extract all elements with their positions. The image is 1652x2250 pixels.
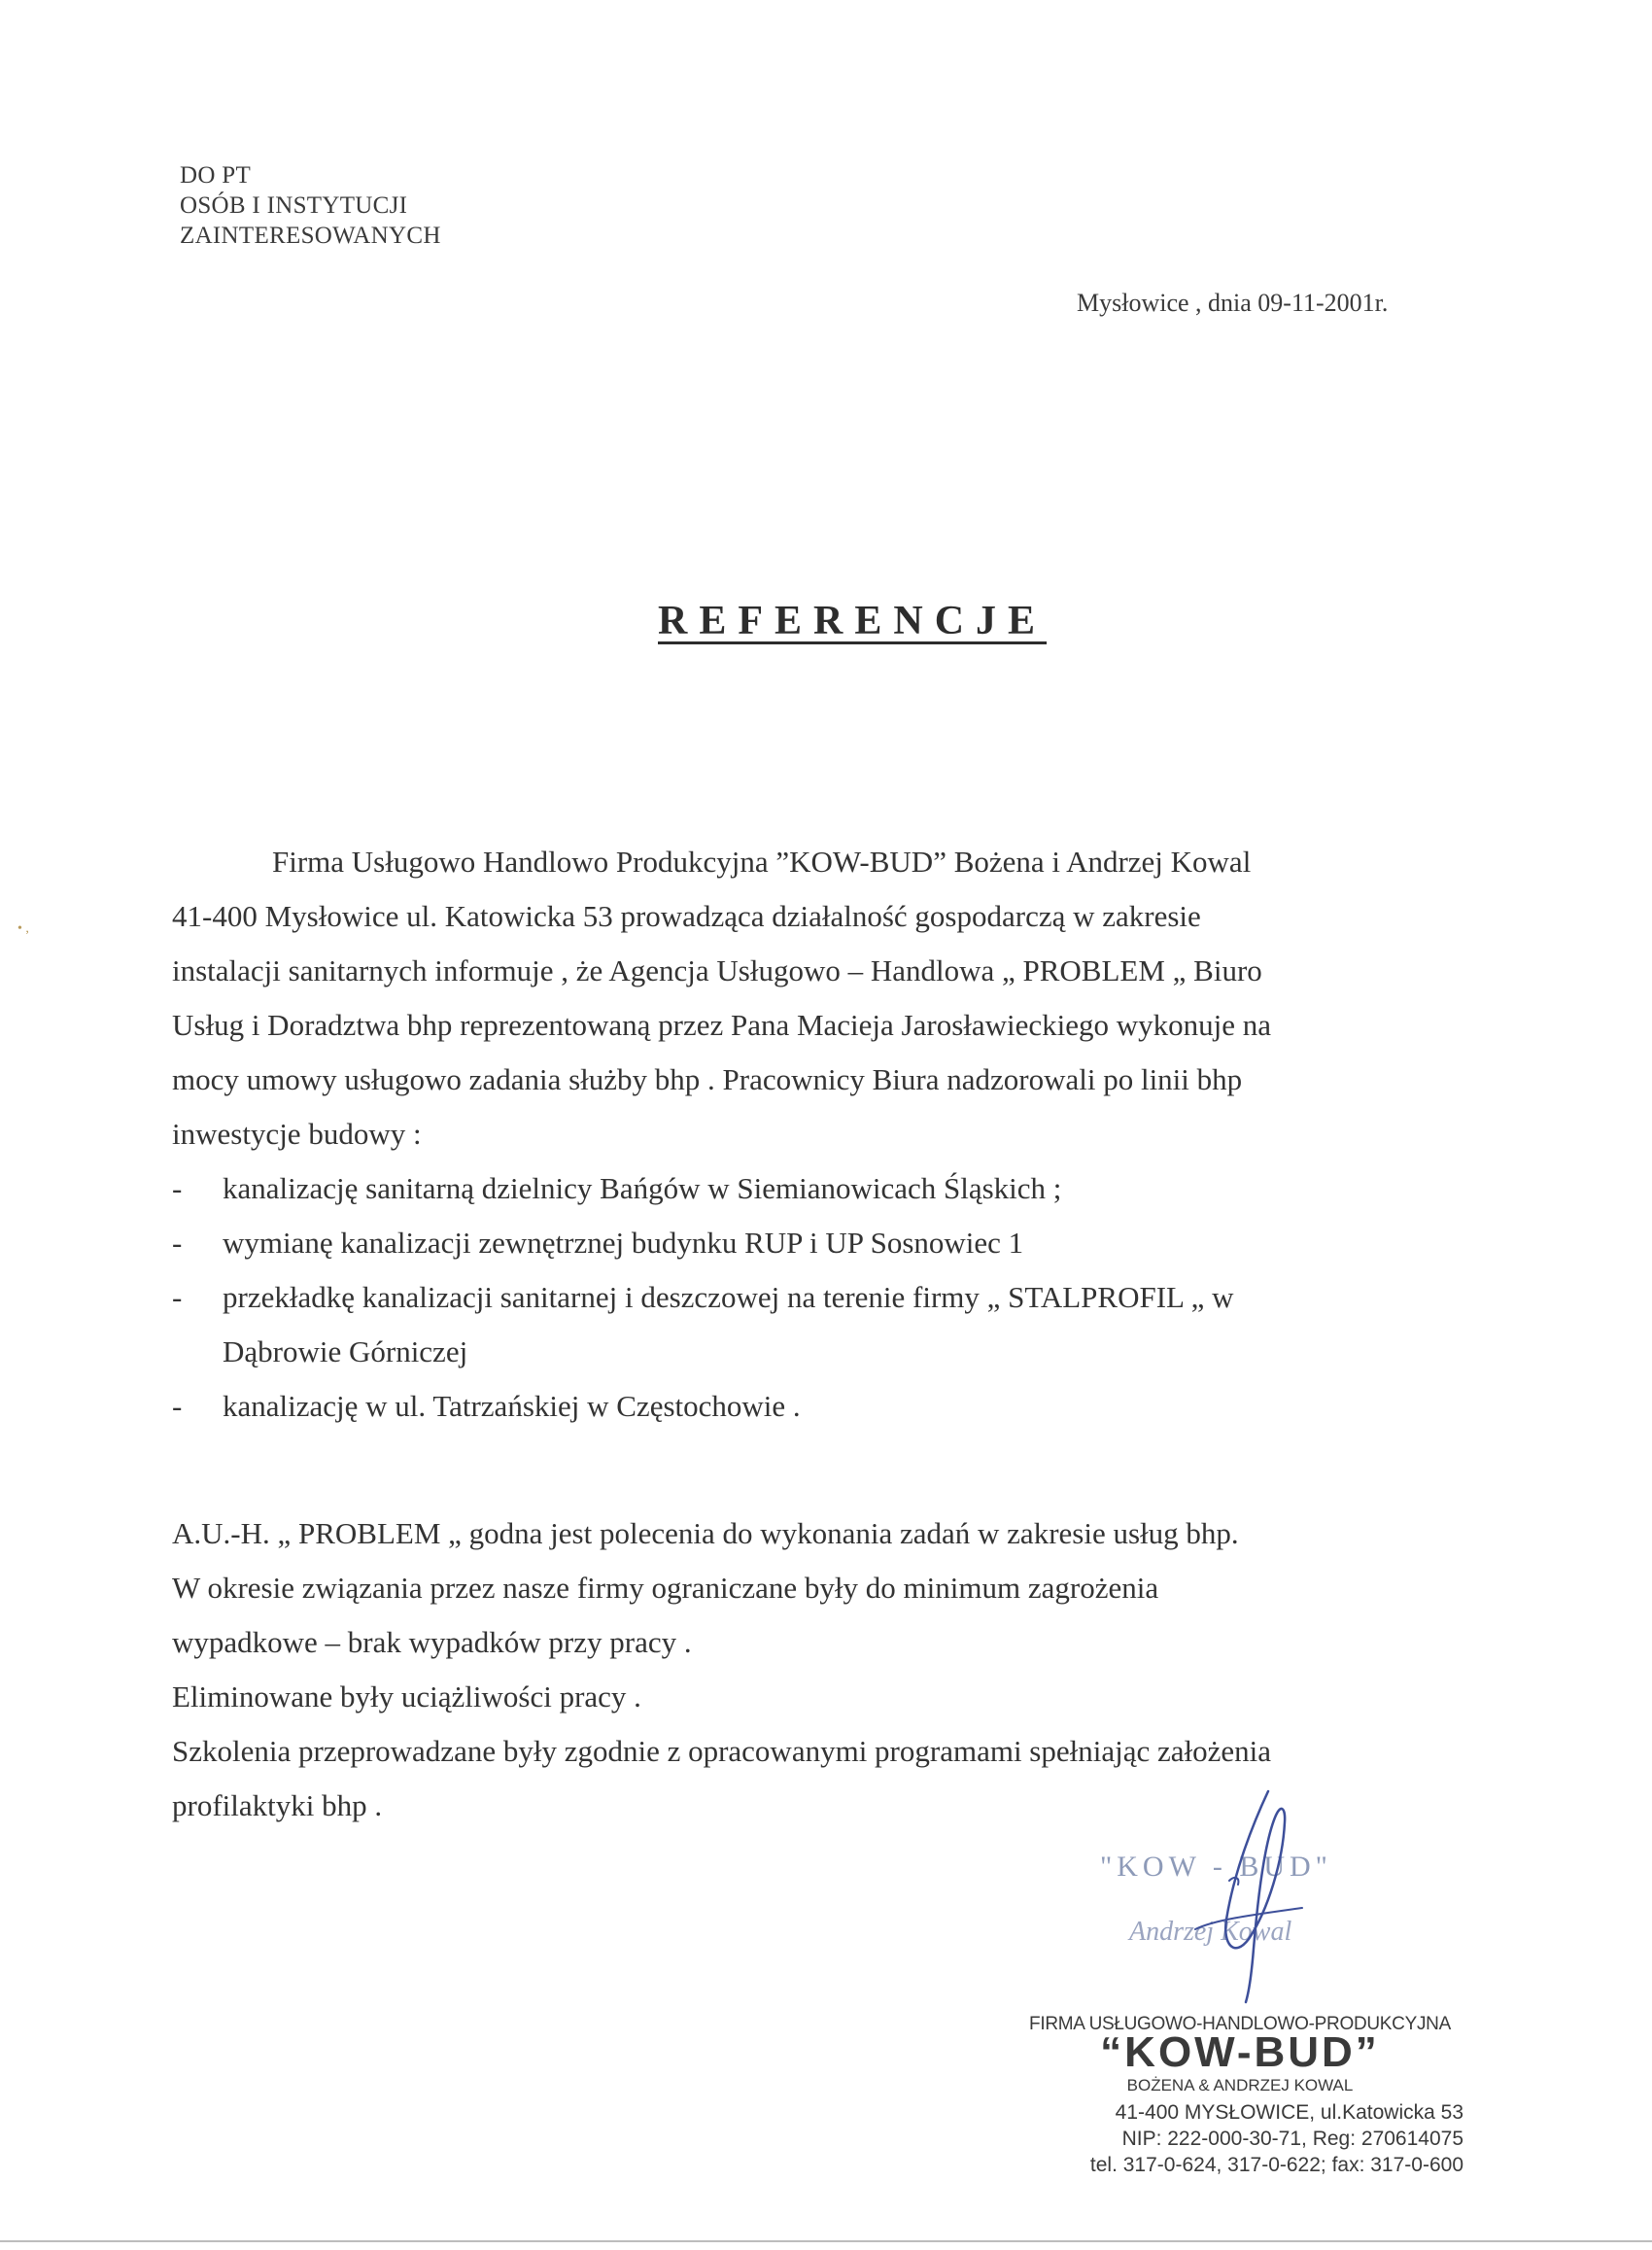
list-item: wymianę kanalizacji zewnętrznej budynku RUP i UP Sosnowiec 1	[223, 1226, 1024, 1260]
list-item: kanalizację sanitarną dzielnicy Bańgów w Siemianowicach Śląskich ;	[223, 1171, 1062, 1205]
company-stamp-owners: BOŻENA & ANDRZEJ KOWAL	[1126, 2076, 1354, 2094]
name-stamp-person: Andrzej Kowal	[1129, 1917, 1292, 1947]
bullet-marker: -	[172, 1171, 183, 1205]
body-line: Usług i Doradztwa bhp reprezentowaną przez Pana Macieja Jarosławieckiego wykonuje na	[172, 1008, 1272, 1042]
body-line: A.U.-H. „ PROBLEM „ godna jest polecenia do wykonania zadań w zakresie usług bhp.	[172, 1516, 1239, 1550]
addressee-line: ZAINTERESOWANYCH	[180, 223, 441, 249]
list-item: przekładkę kanalizacji sanitarnej i deszczowej na terenie firmy „ STALPROFIL „ w	[223, 1280, 1234, 1314]
body-line: Firma Usługowo Handlowo Produkcyjna ”KOW-BUD” Bożena i Andrzej Kowal	[272, 845, 1252, 879]
name-stamp-company: "KOW - BUD"	[1100, 1851, 1332, 1883]
handwritten-signature	[1176, 1783, 1351, 2012]
bullet-marker: -	[172, 1389, 183, 1423]
company-stamp-address: 41-400 MYSŁOWICE, ul.Katowicka 53	[1115, 2101, 1463, 2124]
addressee-block	[180, 160, 441, 251]
place-and-date: Mysłowice , dnia 09-11-2001r.	[1077, 289, 1389, 317]
company-stamp-brand: “KOW-BUD”	[1100, 2028, 1380, 2076]
scan-edge-line	[0, 2240, 1652, 2242]
body-line: inwestycje budowy :	[172, 1117, 422, 1151]
company-stamp-phone: tel. 317-0-624, 317-0-622; fax: 317-0-600	[1089, 2154, 1463, 2176]
body-line: Eliminowane były uciążliwości pracy .	[172, 1679, 641, 1713]
body-line: Szkolenia przeprowadzane były zgodnie z opracowanymi programami spełniając założenia	[172, 1734, 1272, 1768]
bullet-marker: -	[172, 1280, 183, 1314]
addressee-line: OSÓB I INSTYTUCJI	[180, 192, 408, 219]
scan-speck: • ,	[17, 921, 29, 936]
signature-icon	[1176, 1783, 1351, 2007]
addressee-line: DO PT	[180, 162, 252, 189]
company-stamp	[1016, 2014, 1483, 2178]
company-stamp-nip: NIP: 222-000-30-71, Reg: 270614075	[1121, 2128, 1463, 2150]
document-title: REFERENCJE	[658, 599, 1048, 643]
company-stamp-type: FIRMA USŁUGOWO-HANDLOWO-PRODUKCYJNA	[1029, 2014, 1451, 2034]
list-item-continuation: Dąbrowie Górniczej	[223, 1334, 468, 1368]
body-line: instalacji sanitarnych informuje , że Agencja Usługowo – Handlowa „ PROBLEM „ Biuro	[172, 953, 1262, 987]
body-line: 41-400 Mysłowice ul. Katowicka 53 prowadząca działalność gospodarczą w zakresie	[172, 899, 1201, 933]
list-item: kanalizację w ul. Tatrzańskiej w Częstochowie .	[223, 1389, 801, 1423]
body-line: wypadkowe – brak wypadków przy pracy .	[172, 1625, 692, 1659]
body-line: profilaktyki bhp .	[172, 1788, 383, 1822]
body-line: W okresie związania przez nasze firmy ograniczane były do minimum zagrożenia	[172, 1571, 1159, 1605]
bullet-marker: -	[172, 1226, 183, 1260]
body-line: mocy umowy usługowo zadania służby bhp . Pracownicy Biura nadzorowali po linii bhp	[172, 1062, 1243, 1096]
